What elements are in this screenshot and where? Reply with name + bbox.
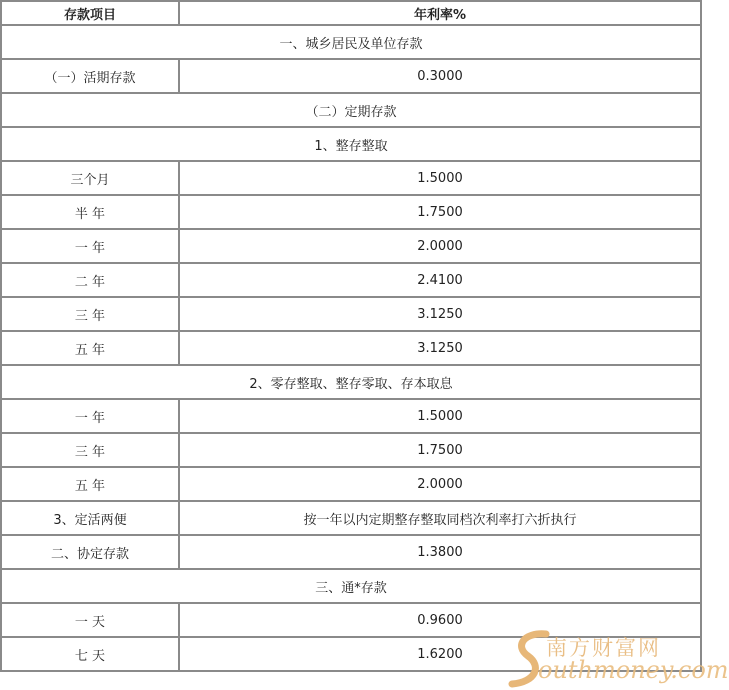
deposit-item-cell: 3、定活两便 — [1, 501, 179, 535]
section-title: 一、城乡居民及单位存款 — [1, 25, 701, 59]
table-row — [1, 297, 701, 331]
table-row — [1, 637, 701, 671]
deposit-item-cell: 三 年 — [1, 297, 179, 331]
deposit-item-cell: （一）活期存款 — [1, 59, 179, 93]
header-deposit-item: 存款项目 — [1, 1, 179, 25]
table-header-row — [1, 1, 701, 25]
deposit-item-cell: 三 年 — [1, 433, 179, 467]
deposit-item-cell: 一 天 — [1, 603, 179, 637]
table-row — [1, 263, 701, 297]
deposit-item-cell: 五 年 — [1, 467, 179, 501]
section-title: （二）定期存款 — [1, 93, 701, 127]
table-row — [1, 195, 701, 229]
table-body — [1, 25, 701, 671]
table-section-row — [1, 93, 701, 127]
table-row — [1, 501, 701, 535]
deposit-item-cell: 二 年 — [1, 263, 179, 297]
annual-rate-cell: 2.0000 — [179, 467, 701, 501]
annual-rate-cell: 3.1250 — [179, 331, 701, 365]
annual-rate-cell: 1.5000 — [179, 161, 701, 195]
deposit-item-cell: 三个月 — [1, 161, 179, 195]
annual-rate-cell: 按一年以内定期整存整取同档次利率打六折执行 — [179, 501, 701, 535]
deposit-item-cell: 半 年 — [1, 195, 179, 229]
annual-rate-cell: 3.1250 — [179, 297, 701, 331]
annual-rate-cell: 2.0000 — [179, 229, 701, 263]
table-row — [1, 603, 701, 637]
table-row — [1, 399, 701, 433]
table-row — [1, 433, 701, 467]
annual-rate-cell: 1.7500 — [179, 433, 701, 467]
section-title: 1、整存整取 — [1, 127, 701, 161]
annual-rate-cell: 1.7500 — [179, 195, 701, 229]
deposit-item-cell: 七 天 — [1, 637, 179, 671]
table-row — [1, 59, 701, 93]
deposit-item-cell: 一 年 — [1, 229, 179, 263]
watermark-cn-text: 南方财富网 — [546, 636, 661, 660]
annual-rate-cell: 1.3800 — [179, 535, 701, 569]
table-row — [1, 161, 701, 195]
table-row — [1, 229, 701, 263]
annual-rate-cell: 0.9600 — [179, 603, 701, 637]
table-row — [1, 331, 701, 365]
watermark-en-text: outhmoney.com — [538, 656, 729, 684]
section-title: 三、通*存款 — [1, 569, 701, 603]
table-row — [1, 535, 701, 569]
table-row — [1, 467, 701, 501]
annual-rate-cell: 1.5000 — [179, 399, 701, 433]
deposit-item-cell: 二、协定存款 — [1, 535, 179, 569]
section-title: 2、零存整取、整存零取、存本取息 — [1, 365, 701, 399]
table-section-row — [1, 25, 701, 59]
table-section-row — [1, 569, 701, 603]
annual-rate-cell: 0.3000 — [179, 59, 701, 93]
annual-rate-cell: 2.4100 — [179, 263, 701, 297]
deposit-item-cell: 一 年 — [1, 399, 179, 433]
header-annual-rate: 年利率% — [179, 1, 701, 25]
table-section-row — [1, 365, 701, 399]
table-section-row — [1, 127, 701, 161]
annual-rate-cell: 1.6200 — [179, 637, 701, 671]
deposit-item-cell: 五 年 — [1, 331, 179, 365]
